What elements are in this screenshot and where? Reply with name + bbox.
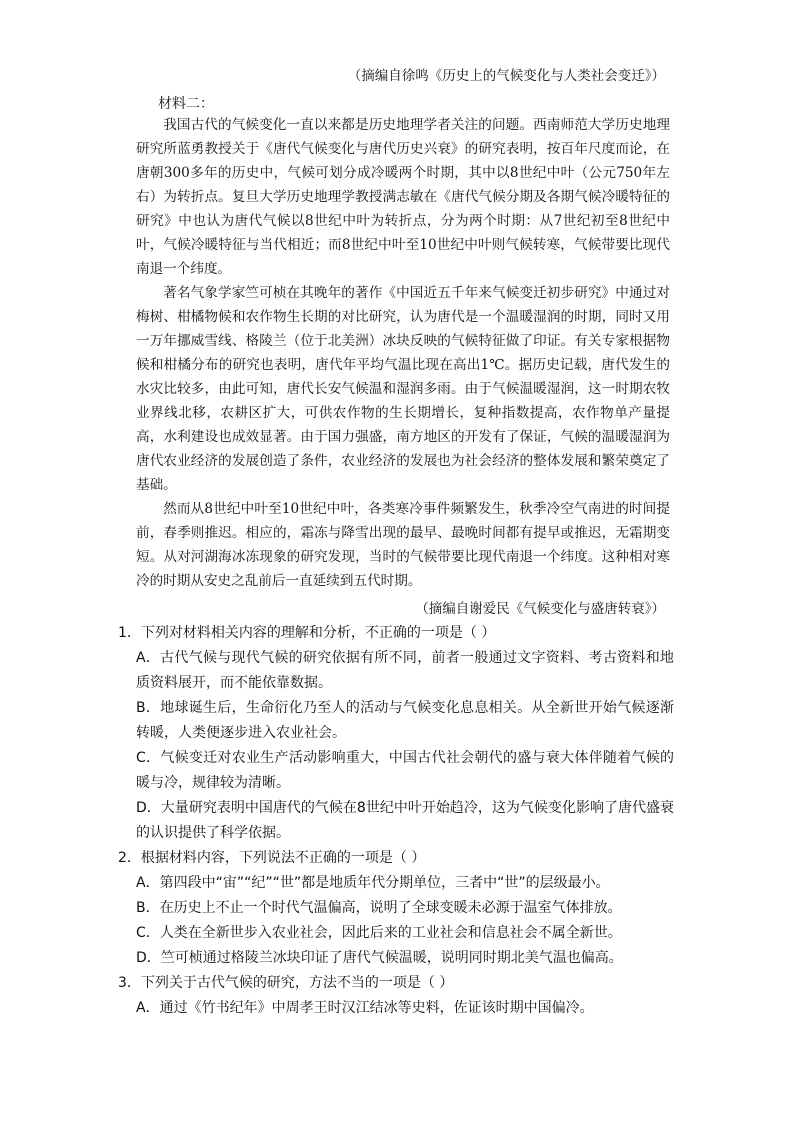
questions-section: [118, 621, 674, 1021]
source-citation-2: （摘编自谢爱民《气候变化与盛唐转衰》）: [415, 601, 665, 617]
question-1: [118, 621, 674, 846]
material-paragraph: 然而从8世纪中叶至10世纪中叶，各类寒冷事件频繁发生，秋季冷空气南进的时间提前，春季则推迟。相应的，霜冻与降雪出现的最早、最晚时间都有提早或推迟，无霜期变短。从对河湖海冰冻现象的研究发现，当时的气候带要比现代南退一个纬度。这种相对寒冷的时期从安史之乱前后一直延续到五代时期。: [136, 501, 670, 589]
answer-option: C．气候变迁对农业生产活动影响重大，中国古代社会朝代的盛与衰大体伴随着气候的暖与冷，规律较为清晰。: [136, 750, 674, 791]
question-stem: 2．根据材料内容，下列说法不正确的一项是（ ）: [118, 850, 426, 866]
question-2: [118, 846, 674, 971]
question-stem: 1．下列对材料相关内容的理解和分析，不正确的一项是（ ）: [118, 625, 496, 641]
question-stem: 3．下列关于古代气候的研究，方法不当的一项是（ ）: [118, 975, 454, 991]
answer-option: D．竺可桢通过格陵兰冰块印证了唐代气候温暖，说明同时期北美气温也偏高。: [136, 950, 623, 966]
material-paragraph: 我国古代的气候变化一直以来都是历史地理学者关注的问题。西南师范大学历史地理研究所蓝勇教授关于《唐代气候变化与唐代历史兴衰》的研究表明，按百年尺度而论，在唐朝300多年的历史中，气候可划分成冷暖两个时期，其中以8世纪中叶（公元750年左右）为转折点。复旦大学历史地理学教授满志敏在《唐代气候分期及各期气候冷暖特征的研究》中也认为唐代气候以8世纪中叶为转折点，分为两个时期：从7世纪初至8世纪中叶，气候冷暖特征与当代相近；而8世纪中叶至10世纪中叶则气候转寒，气候带要比现代南退一个纬度。: [136, 117, 670, 277]
answer-option: B．在历史上不止一个时代气温偏高，说明了全球变暖未必源于温室气体排放。: [136, 900, 622, 916]
answer-option: A．通过《竹书纪年》中周孝王时汉江结冰等史料，佐证该时期中国偏冷。: [136, 1000, 594, 1016]
answer-option: D．大量研究表明中国唐代的气候在8世纪中叶开始趋冷，这为气候变化影响了唐代盛衰的认识提供了科学依据。: [136, 800, 674, 841]
answer-option: A．古代气候与现代气候的研究依据有所不同，前者一般通过文字资料、考古资料和地质资料展开，而不能依靠数据。: [136, 650, 674, 691]
material-2-text: [136, 113, 670, 593]
source-citation-1: （摘编自徐鸣《历史上的气候变化与人类社会变迁》）: [347, 68, 665, 84]
material-paragraph: 著名气象学家竺可桢在其晚年的著作《中国近五千年来气候变迁初步研究》中通过对梅树、柑橘物候和农作物生长期的对比研究，认为唐代是一个温暖湿润的时期，同时又用一万年挪威雪线、格陵兰（位于北美洲）冰块反映的气候特征做了印证。有关专家根据物候和柑橘分布的研究也表明，唐代年平均气温比现在高出1℃。据历史记载，唐代发生的水灾比较多，由此可知，唐代长安气候温和湿润多雨。由于气候温暖湿润，这一时期农牧业界线北移，农耕区扩大，可供农作物的生长期增长，复种指数提高，农作物单产量提高，水利建设也成效显著。由于国力强盛，南方地区的开发有了保证，气候的温暖湿润为唐代农业经济的发展创造了条件，农业经济的发展也为社会经济的整体发展和繁荣奠定了基础。: [136, 285, 670, 493]
question-3: [118, 971, 674, 1021]
answer-option: B．地球诞生后，生命衍化乃至人的活动与气候变化息息相关。从全新世开始气候逐渐转暖，人类便逐步进入农业社会。: [136, 700, 674, 741]
material-2-label: 材料二：: [158, 96, 214, 112]
answer-option: C．人类在全新世步入农业社会，因此后来的工业社会和信息社会不属全新世。: [136, 925, 622, 941]
answer-option: A．第四段中“宙”“纪”“世”都是地质年代分期单位，三者中“世”的层级最小。: [136, 875, 610, 891]
